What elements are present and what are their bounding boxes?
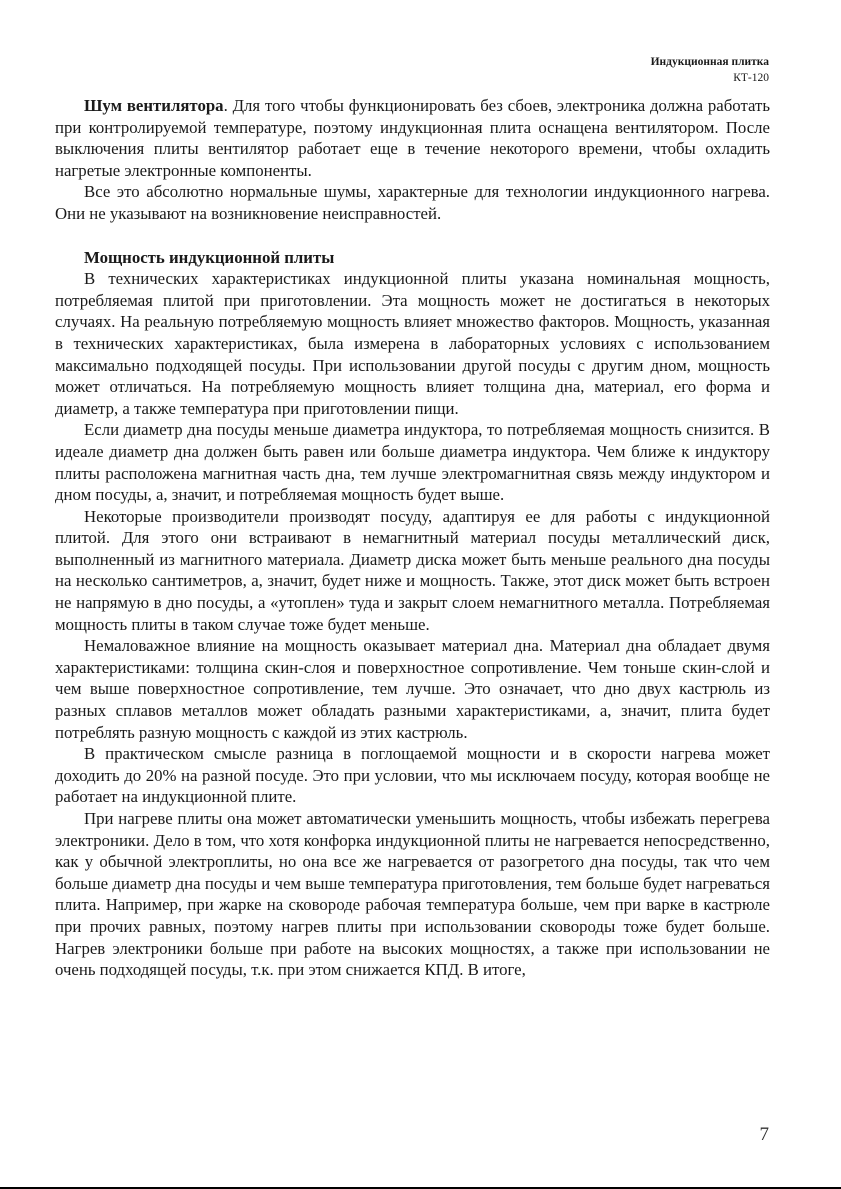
paragraph-fan-noise (55, 95, 770, 181)
page-body (55, 95, 770, 981)
paragraph: В технических характеристиках индукционной плиты указана номинальная мощность, потребляемая плитой при приготовлении. Эта мощность может не достигаться в некоторых случаях. На реальную потребляемую мощность влияет множество факторов. Мощность, указанная в технических характеристиках, была измерена в лабораторных условиях с использованием максимально подходящей посуды. При использовании другой посуды с другим дном, мощность может отличаться. На потребляемую мощность влияет толщина дна, материал, его форма и диаметр, а также температура при приготовлении пищи. (55, 269, 770, 418)
paragraph: В практическом смысле разница в поглощаемой мощности и в скорости нагрева может доходить до 20% на разной посуде. Это при условии, что мы исключаем посуду, которая вообще не работает на индукционной плите. (55, 744, 770, 807)
paragraph: Если диаметр дна посуды меньше диаметра индуктора, то потребляемая мощность снизится. В идеале диаметр дна должен быть равен или больше диаметра индуктора. Чем ближе к индуктору плиты расположена магнитная часть дна, тем лучше электромагнитная связь между индуктором и дном посуды, а, значит, и потребляемая мощность будет выше. (55, 420, 770, 505)
paragraph: Некоторые производители производят посуду, адаптируя ее для работы с индукционной плитой. Для этого они встраивают в немагнитный материал посуды металлический диск, выполненный из магнитного материала. Диаметр диска может быть меньше реального дна посуды на несколько сантиметров, а, значит, будет ниже и мощность. Также, этот диск может быть встроен не напрямую в дно посуды, а «утоплен» туда и закрыт слоем немагнитного металла. Потребляемая мощность плиты в таком случае тоже будет меньше. (55, 506, 770, 634)
paragraph: При нагреве плиты она может автоматически уменьшить мощность, чтобы избежать перегрева электроники. Дело в том, что хотя конфорка индукционной плиты не нагревается непосредственно, как у обычной электроплиты, но она все же нагревается от разогретого дна посуды, так что чем больше диаметр дна посуды и чем выше температура приготовления, тем больше будет нагреваться плита. Например, при жарке на сковороде рабочая температура больше, чем при варке в кастрюле при прочих равных, поэтому нагрев плиты при использовании сковороды тоже будет больше. Нагрев электроники больше при работе на высоких мощностях, а также при использовании не очень подходящей посуды, т.к. при этом снижается КПД. В итоге, (55, 809, 770, 980)
lead-fan-noise: Шум вентилятора (84, 96, 224, 115)
header-model: КТ-120 (733, 72, 769, 84)
header-title: Индукционная плитка (650, 56, 769, 68)
section-heading-power: Мощность индукционной плиты (84, 247, 335, 267)
page-number: 7 (759, 1124, 769, 1145)
paragraph-fan-noise-text: . Для того чтобы функционировать без сбоев, электроника должна работать при контролируемой температуре, поэтому индукционная плита оснащена вентилятором. После выключения плиты вентилятор работает еще в течение некоторого времени, чтобы охладить нагретые электронные компоненты. (55, 96, 770, 180)
paragraph-normal-noise: Все это абсолютно нормальные шумы, характерные для технологии индукционного нагрева. Они не указывают на возникновение неисправностей. (55, 182, 770, 223)
running-header (651, 54, 769, 86)
paragraph: Немаловажное влияние на мощность оказывает материал дна. Материал дна обладает двумя характеристиками: толщина скин-слоя и поверхностное сопротивление. Чем тоньше скин-слой и чем выше поверхностное сопротивление, тем лучше. Это означает, что дно двух кастрюль из разных сплавов металлов может обладать разными характеристиками, а, значит, плита будет потреблять разную мощность с каждой из этих кастрюль. (55, 636, 770, 742)
